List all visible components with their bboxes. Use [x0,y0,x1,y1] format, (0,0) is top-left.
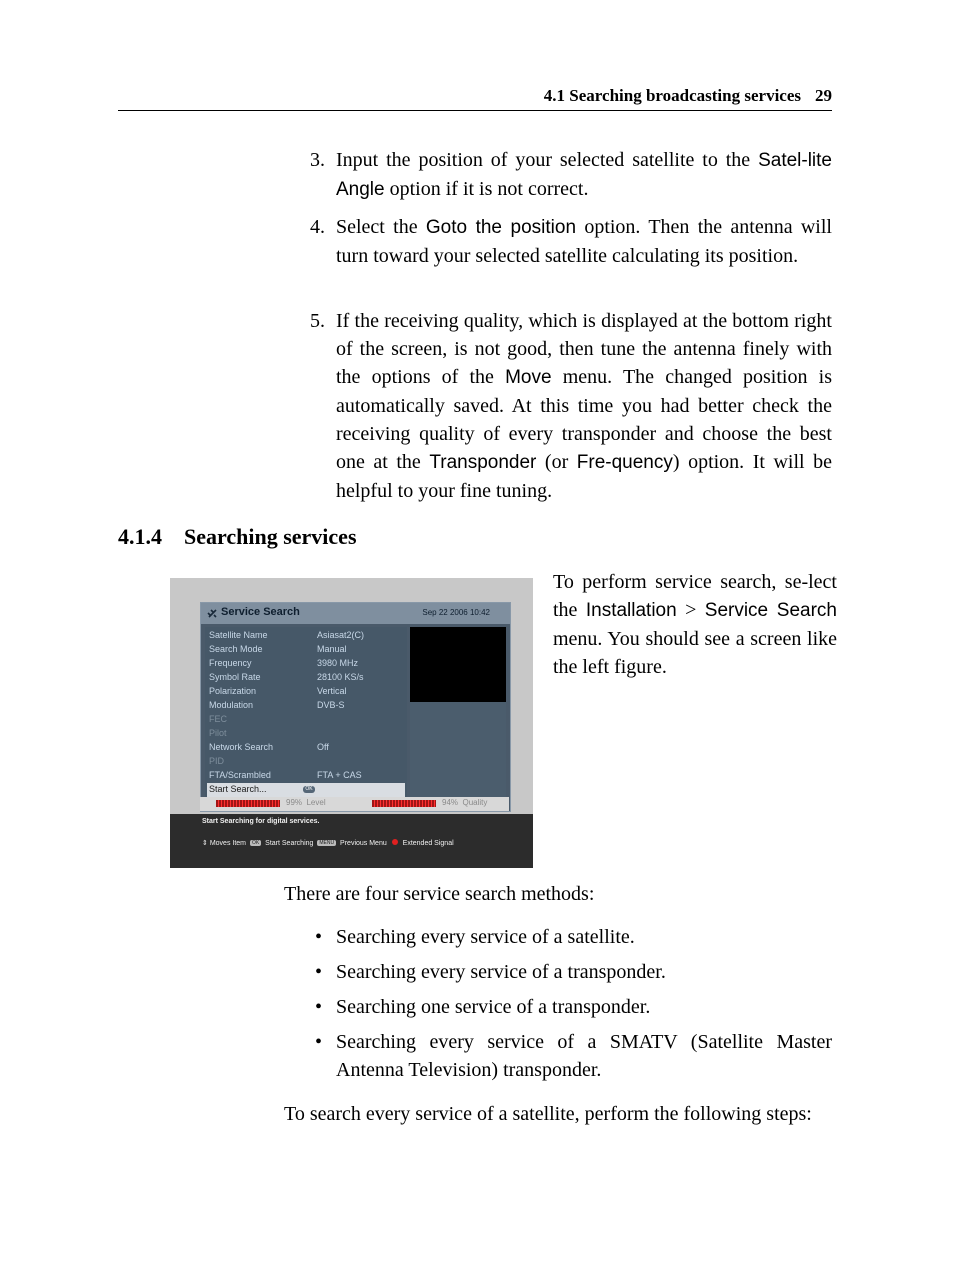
moves-item-label: Moves Item [209,840,247,847]
setting-label: PID [209,756,225,766]
setting-label: Start Search... [209,784,267,794]
ui-term: Installation [585,600,677,621]
bullet-icon: • [315,926,323,948]
setting-row[interactable] [207,643,405,657]
setting-value: FTA + CAS [317,770,362,780]
updown-arrow-icon: ⇕ [202,840,208,847]
step-number: 5. [310,310,325,332]
setting-label: FTA/Scrambled [209,770,271,780]
list-item-text: Searching one service of a transponder. [336,996,651,1018]
setting-row [207,713,405,727]
setting-row [207,727,405,741]
setting-label: Search Mode [209,644,263,654]
setting-row[interactable] [207,685,405,699]
level-label: Level [306,798,326,807]
ok-key-icon: OK [251,840,260,846]
setting-label: Modulation [209,700,254,710]
setting-label: Symbol Rate [209,672,261,682]
setting-row[interactable] [207,699,405,713]
bullet-icon: • [315,1031,323,1053]
methods-intro: There are four service search methods: [284,883,595,905]
step-number: 3. [310,149,325,171]
previous-menu-label: Previous Menu [340,840,387,847]
satellite-icon [207,607,219,619]
quality-meter [372,800,436,807]
setting-label: Network Search [209,742,274,752]
setting-value: Asiasat2(C) [317,630,365,640]
step-text: option if it is not correct. [384,178,589,200]
setting-value: Vertical [317,686,347,696]
setting-value: DVB-S [317,700,345,710]
ok-key-badge: OK [303,786,315,793]
setting-value: 3980 MHz [317,658,359,668]
window-date: Sep 22 2006 10:42 [422,608,490,617]
section-number: 4.1.4 [118,524,162,549]
step-5 [310,307,832,505]
step-text: ) option. It will be helpful to your fine tuning. [336,451,832,502]
list-item [315,1028,832,1084]
quality-value: 94% [442,798,459,807]
step-text: option. Then the antenna will turn toward your selected satellite calculating its position. [336,216,832,267]
setting-label: FEC [209,714,227,724]
page-number: 29 [815,86,832,105]
step-number: 4. [310,216,325,238]
step-text: menu. The changed position is automatically saved. At this time you had better check the receiving quality of every transponder and choose the best one at the [336,366,832,473]
figure-side-text [553,568,837,681]
video-preview-panel [410,627,506,799]
menu-separator: > [676,599,705,621]
side-text: menu. You should see a screen like the left figure. [553,628,837,678]
start-search-button[interactable] [207,783,405,797]
list-item [315,923,832,951]
window-title: Service Search [221,606,300,618]
help-hint: Start Searching for digital services. [202,818,320,825]
ui-term: Transponder [429,452,537,473]
ui-term: Goto the position [425,217,577,238]
level-readout [286,798,326,807]
step-text: Select the [336,216,426,238]
step-3 [310,146,832,204]
setting-label: Satellite Name [209,630,268,640]
help-bar [170,814,533,868]
key-legend [202,839,454,847]
setting-row[interactable] [207,657,405,671]
video-preview [410,627,506,702]
window-titlebar [201,603,510,624]
step-4 [310,213,832,270]
setting-value: 28100 KS/s [317,672,364,682]
setting-row[interactable] [207,769,405,783]
list-item [315,958,832,986]
red-button-icon [392,839,398,845]
list-item-text: Searching every service of a satellite. [336,926,635,948]
bullet-icon: • [315,961,323,983]
setting-value: Off [317,742,329,752]
service-search-screenshot [170,578,533,868]
setting-label: Polarization [209,686,257,696]
running-header [118,84,832,111]
quality-readout [442,798,487,807]
start-searching-label: Start Searching [265,840,314,847]
list-item-text: Searching every service of a transponder. [336,961,666,983]
ui-term: Move [505,367,552,388]
step-text: (or [536,451,577,473]
ui-term: Service Search [704,600,837,621]
quality-label: Quality [462,798,488,807]
side-text: To perform service search, se-lect the [553,571,837,621]
closing-paragraph: To search every service of a satellite, perform the following steps: [284,1103,812,1125]
level-value: 99% [286,798,303,807]
setting-value: Manual [317,644,347,654]
bullet-icon: • [315,996,323,1018]
signal-meters [200,797,509,811]
step-text: If the receiving quality, which is displayed at the bottom right of the screen, is not good, then tune the antenna finely with the options of the [336,310,832,388]
setting-row[interactable] [207,629,405,643]
setting-row [207,755,405,769]
ui-term: Satel-lite Angle [336,150,832,200]
service-search-window [200,602,511,812]
search-methods-list [315,923,832,1091]
menu-key-icon: MENU [319,840,335,846]
step-text: Input the position of your selected satellite to the [336,149,759,171]
setting-label: Frequency [209,658,252,668]
section-title: Searching services [184,524,357,549]
settings-list [205,627,407,799]
extended-signal-label: Extended Signal [402,840,454,847]
setting-row[interactable] [207,741,405,755]
section-heading [118,524,357,550]
list-item [315,993,832,1021]
level-meter [216,800,280,807]
setting-label: Pilot [209,728,227,738]
header-text [544,86,832,106]
ui-term: Fre-quency [576,452,673,473]
list-item-text: Searching every service of a SMATV (Satellite Master Antenna Television) transponder. [336,1031,832,1081]
setting-row[interactable] [207,671,405,685]
header-section: 4.1 Searching broadcasting services [543,86,801,105]
